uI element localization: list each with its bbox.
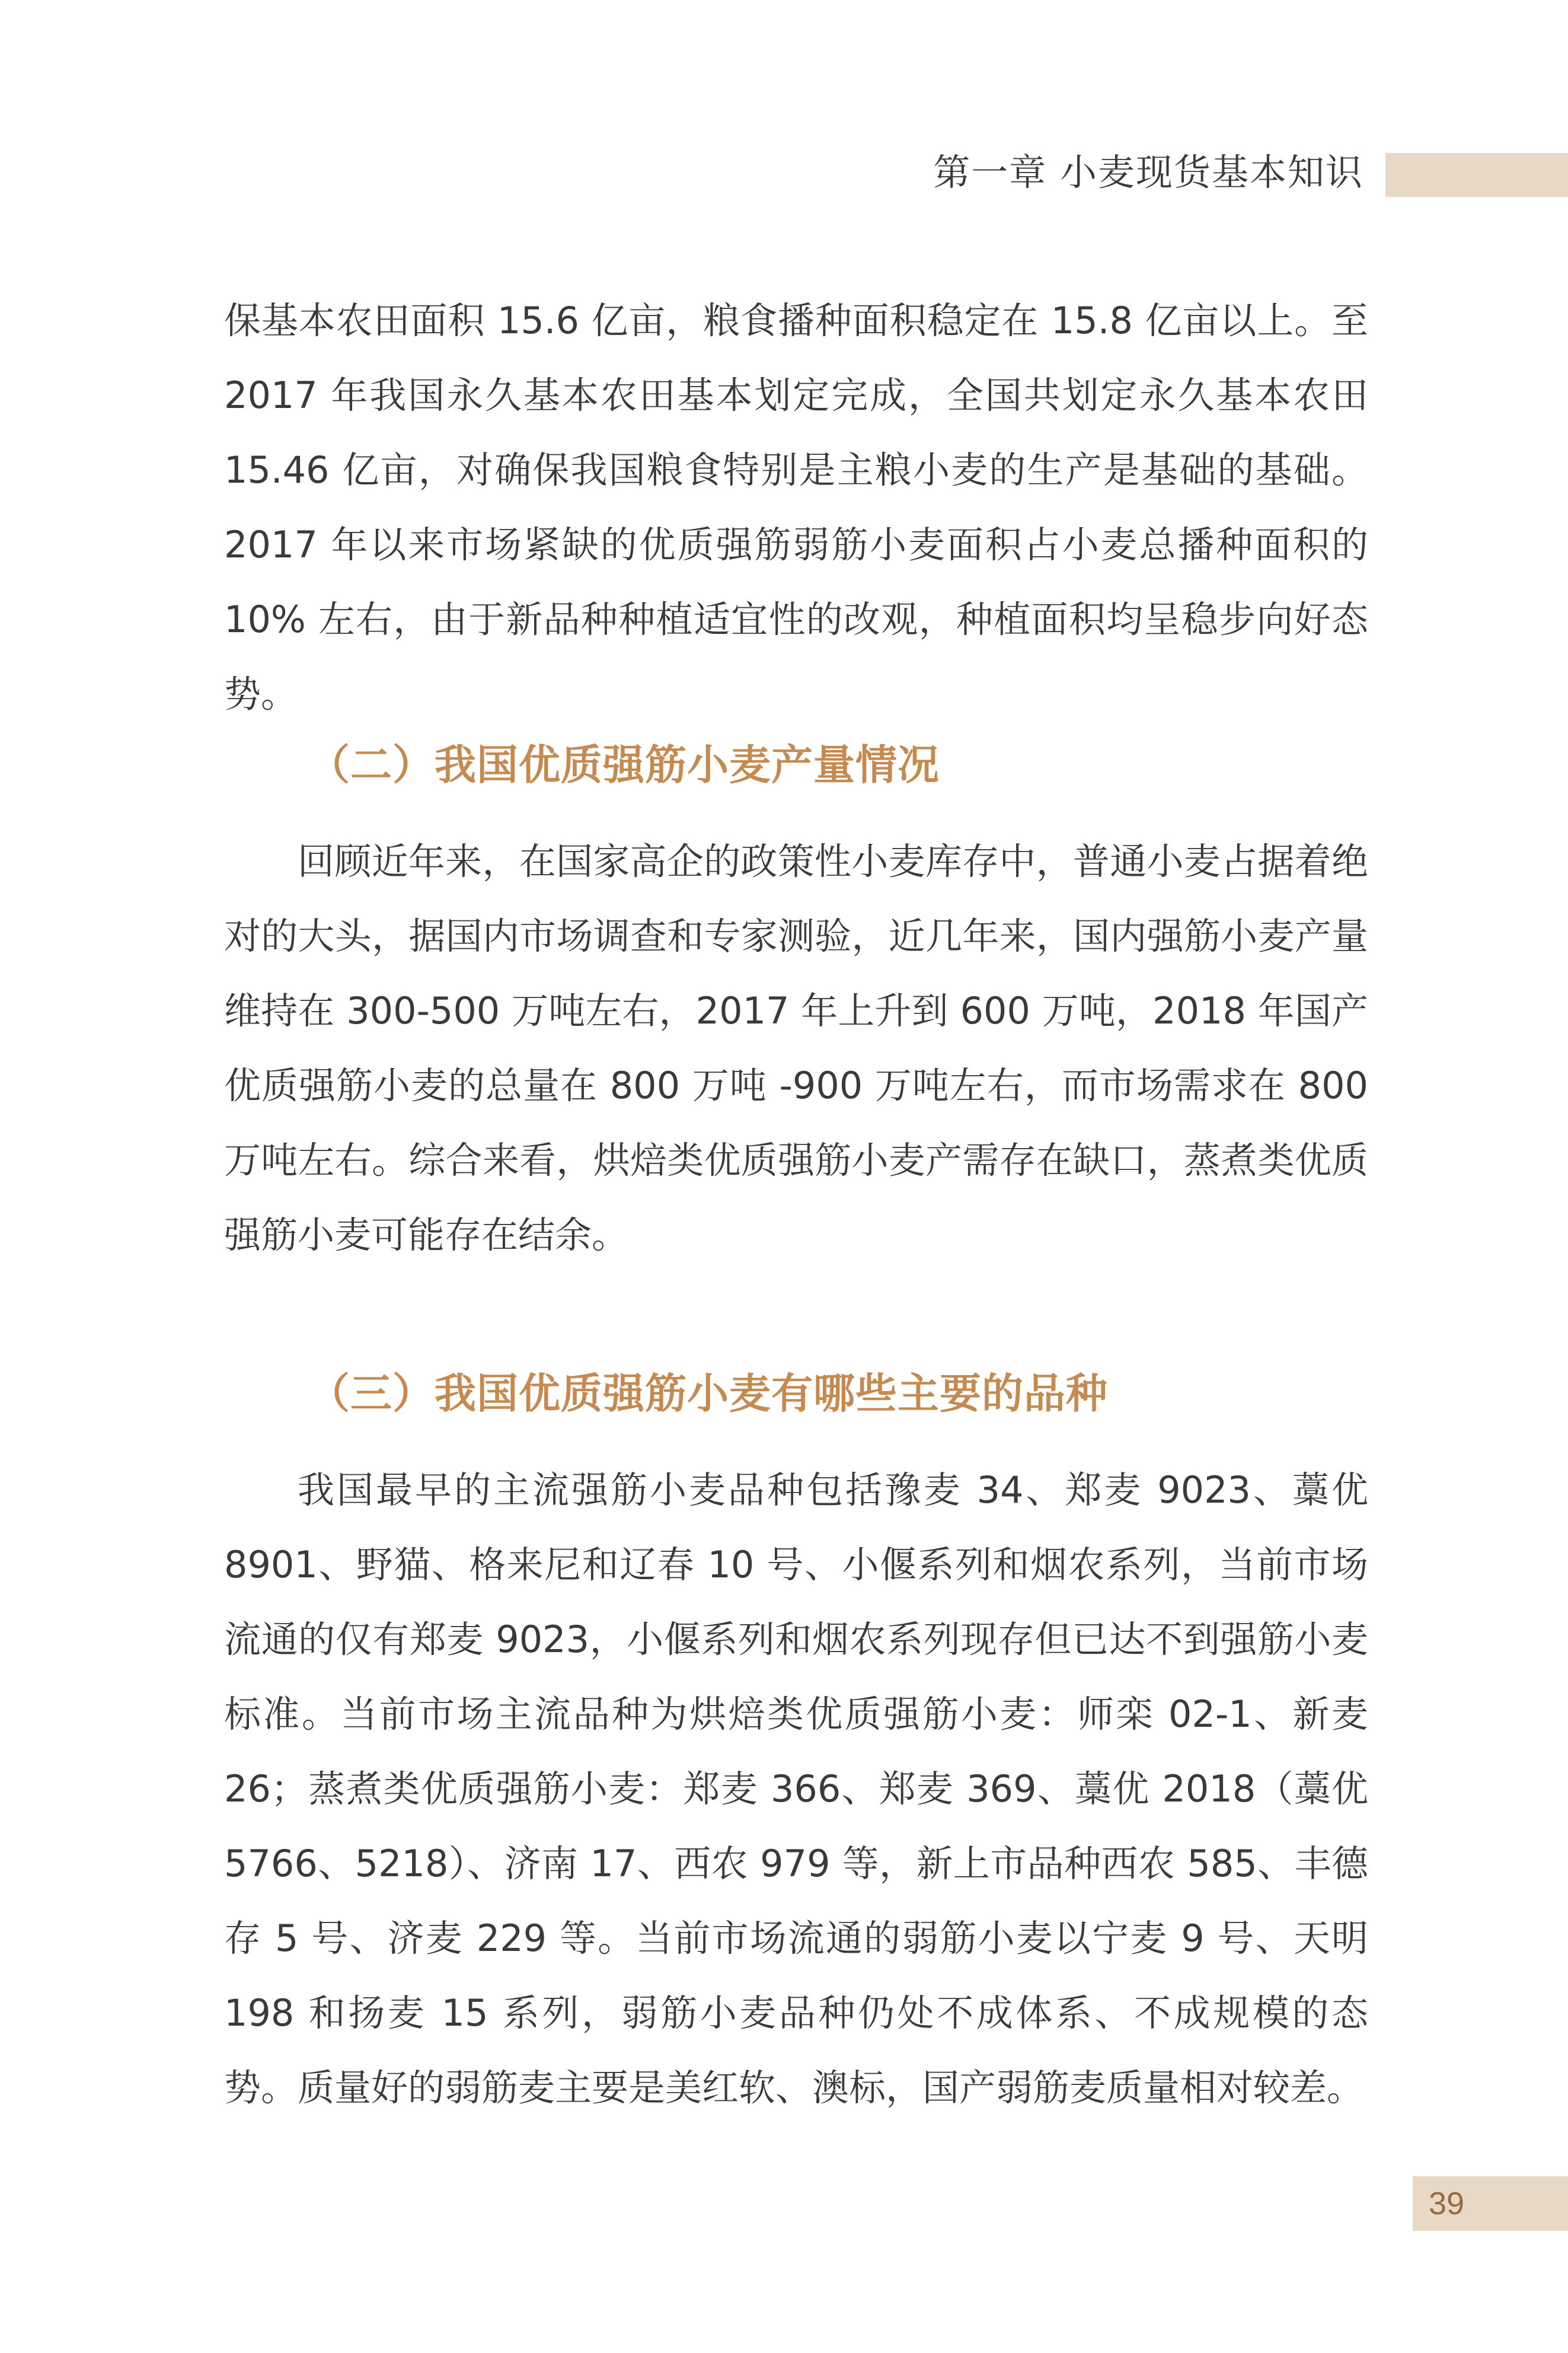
header-accent-bar <box>1385 153 1568 197</box>
section-three-text-block <box>224 1453 1368 2125</box>
section-three-heading: （三）我国优质强筋小麦有哪些主要的品种 <box>308 1369 1108 1418</box>
section-three-paragraph: 我国最早的主流强筋小麦品种包括豫麦 34、郑麦 9023、藁优 8901、野猫、格来尼和辽春 10 号、小偃系列和烟农系列，当前市场流通的仅有郑麦 9023，小偃系列和烟农系列现存但已达不到强筋小麦标准。当前市场主流品种为烘焙类优质强筋小麦：师栾 02-1、新麦 26；蒸煮类优质强筋小麦：郑麦 366、郑麦 369、藁优 2018（藁优 5766、5218）、济南 17、西农 979 等，新上市品种西农 585、丰德存 5 号、济麦 229 等。当前市场流通的弱筋小麦以宁麦 9 号、天明 198 和扬麦 15 系列，弱筋小麦品种仍处不成体系、不成规模的态势。质量好的弱筋麦主要是美红软、澳标，国产弱筋麦质量相对较差。 <box>224 1468 1368 2109</box>
intro-text-block <box>224 283 1368 732</box>
intro-paragraph: 保基本农田面积 15.6 亿亩，粮食播种面积稳定在 15.8 亿亩以上。至 2017 年我国永久基本农田基本划定完成，全国共划定永久基本农田 15.46 亿亩，对确保我国粮食特别是主粮小麦的生产是基础的基础。2017 年以来市场紧缺的优质强筋弱筋小麦面积占小麦总播种面积的 10% 左右，由于新品种种植适宜性的改观，种植面积均呈稳步向好态势。 <box>224 299 1368 716</box>
section-two-heading: （二）我国优质强筋小麦产量情况 <box>308 741 940 789</box>
running-header-chapter-title: 第一章 小麦现货基本知识 <box>933 151 1363 194</box>
page-number: 39 <box>1429 2186 1465 2221</box>
section-two-text-block <box>224 824 1368 1273</box>
section-two-paragraph: 回顾近年来，在国家高企的政策性小麦库存中，普通小麦占据着绝对的大头，据国内市场调查和专家测验，近几年来，国内强筋小麦产量维持在 300-500 万吨左右，2017 年上升到 600 万吨，2018 年国产优质强筋小麦的总量在 800 万吨 -900 万吨左右，而市场需求在 800 万吨左右。综合来看，烘焙类优质强筋小麦产需存在缺口，蒸煮类优质强筋小麦可能存在结余。 <box>224 840 1368 1257</box>
